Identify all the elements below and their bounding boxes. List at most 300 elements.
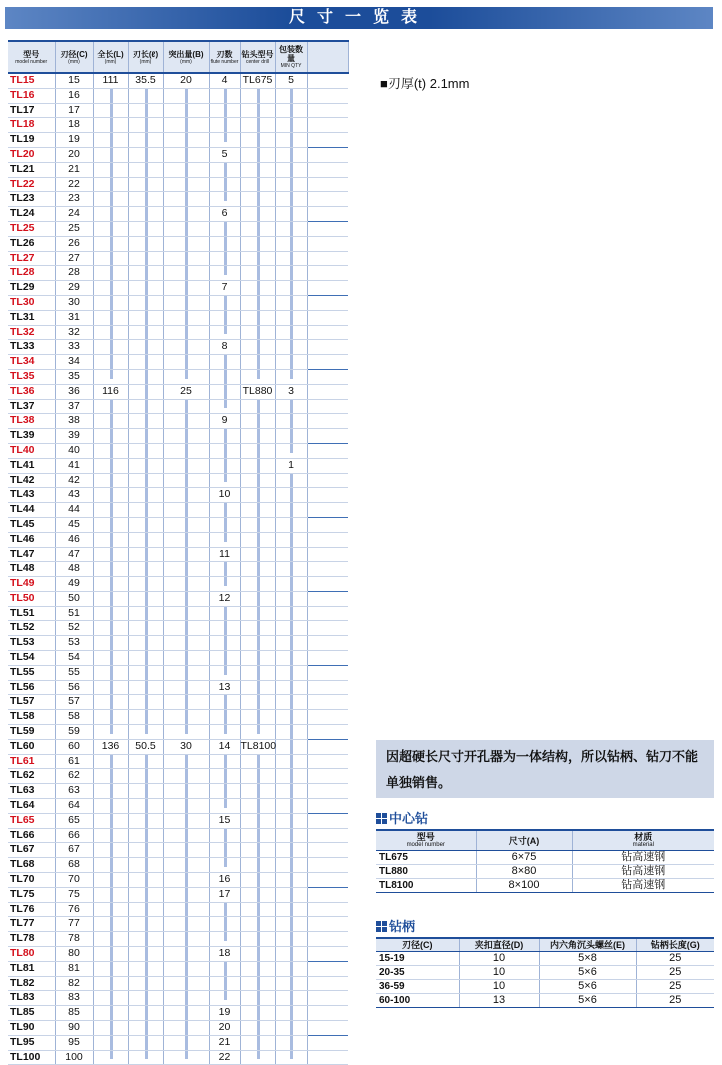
size-table-header-cell [128, 41, 163, 73]
flute-cell: 15 [209, 813, 240, 828]
L-cell [93, 192, 128, 207]
shank-cell: 5×6 [539, 980, 636, 994]
model-cell: TL28 [8, 266, 55, 281]
qty-cell [275, 399, 307, 414]
qty-cell [275, 503, 307, 518]
flute-cell [209, 799, 240, 814]
l-cell [128, 828, 163, 843]
table-row [8, 547, 348, 562]
drill-cell [240, 606, 275, 621]
B-cell [163, 310, 209, 325]
l-cell [128, 680, 163, 695]
L-cell [93, 695, 128, 710]
qty-cell [275, 295, 307, 310]
B-cell [163, 399, 209, 414]
blank-cell [307, 532, 348, 547]
flute-cell [209, 221, 240, 236]
size-table-body [8, 73, 348, 1065]
table-row [8, 1050, 348, 1065]
diameter-cell: 56 [55, 680, 93, 695]
L-cell [93, 429, 128, 444]
l-cell [128, 207, 163, 222]
blank-cell [307, 769, 348, 784]
blank-cell [307, 828, 348, 843]
drill-cell [240, 1035, 275, 1050]
diameter-cell: 57 [55, 695, 93, 710]
diameter-cell: 16 [55, 88, 93, 103]
qty-cell [275, 784, 307, 799]
table-row [376, 851, 714, 865]
l-cell [128, 754, 163, 769]
qty-cell [275, 976, 307, 991]
diameter-cell: 58 [55, 710, 93, 725]
l-cell [128, 710, 163, 725]
flute-cell [209, 606, 240, 621]
L-cell [93, 606, 128, 621]
table-row [8, 295, 348, 310]
flute-cell: 20 [209, 1021, 240, 1036]
table-row [8, 221, 348, 236]
qty-cell [275, 858, 307, 873]
shank-header-cell [636, 938, 714, 952]
B-cell [163, 799, 209, 814]
shank-cell: 10 [459, 980, 539, 994]
l-cell [128, 236, 163, 251]
drill-cell [240, 1006, 275, 1021]
shank-cell: 13 [459, 994, 539, 1008]
qty-cell [275, 281, 307, 296]
blank-cell [307, 236, 348, 251]
drill-cell [240, 991, 275, 1006]
l-cell [128, 547, 163, 562]
qty-cell [275, 1035, 307, 1050]
qty-cell [275, 266, 307, 281]
qty-cell [275, 207, 307, 222]
center-drill-cell: 钻高速钢 [572, 851, 714, 865]
center-drill-header-cell [376, 830, 476, 851]
diameter-cell: 24 [55, 207, 93, 222]
model-cell: TL90 [8, 1021, 55, 1036]
shank-cell: 15-19 [376, 952, 459, 966]
shank-cell: 5×8 [539, 952, 636, 966]
table-row [8, 1006, 348, 1021]
diameter-cell: 34 [55, 355, 93, 370]
l-cell [128, 961, 163, 976]
L-cell [93, 133, 128, 148]
blank-cell [307, 813, 348, 828]
qty-cell [275, 606, 307, 621]
qty-cell [275, 310, 307, 325]
diameter-cell: 54 [55, 651, 93, 666]
drill-cell [240, 177, 275, 192]
B-cell [163, 355, 209, 370]
model-cell: TL29 [8, 281, 55, 296]
flute-cell [209, 503, 240, 518]
L-cell [93, 532, 128, 547]
model-cell: TL50 [8, 591, 55, 606]
size-table-header-sublabel: MIN QTY [280, 63, 302, 69]
blank-cell [307, 577, 348, 592]
model-cell: TL65 [8, 813, 55, 828]
blank-cell [307, 754, 348, 769]
shank-cell: 5×6 [539, 994, 636, 1008]
L-cell [93, 754, 128, 769]
l-cell [128, 799, 163, 814]
table-row [8, 118, 348, 133]
L-cell [93, 118, 128, 133]
size-table-header-sublabel: flute number [210, 58, 239, 65]
B-cell [163, 769, 209, 784]
center-drill-header-sublabel: material [632, 842, 654, 848]
blank-cell [307, 843, 348, 858]
L-cell [93, 503, 128, 518]
l-cell [128, 1050, 163, 1065]
B-cell [163, 754, 209, 769]
center-drill-header-cell [572, 830, 714, 851]
l-cell [128, 399, 163, 414]
drill-cell [240, 1050, 275, 1065]
l-cell [128, 1021, 163, 1036]
L-cell [93, 902, 128, 917]
l-cell [128, 695, 163, 710]
diameter-cell: 21 [55, 162, 93, 177]
drill-cell [240, 221, 275, 236]
qty-cell [275, 873, 307, 888]
qty-cell: 3 [275, 384, 307, 399]
model-cell: TL70 [8, 873, 55, 888]
diameter-cell: 70 [55, 873, 93, 888]
L-cell [93, 873, 128, 888]
B-cell [163, 340, 209, 355]
diameter-cell: 67 [55, 843, 93, 858]
diameter-cell: 80 [55, 947, 93, 962]
blank-cell [307, 295, 348, 310]
diameter-cell: 39 [55, 429, 93, 444]
diameter-cell: 78 [55, 932, 93, 947]
section-square-icon [376, 921, 387, 932]
table-row [376, 879, 714, 893]
diameter-cell: 52 [55, 621, 93, 636]
table-row [8, 162, 348, 177]
B-cell: 20 [163, 73, 209, 88]
drill-cell [240, 473, 275, 488]
blank-cell [307, 517, 348, 532]
l-cell [128, 162, 163, 177]
table-row [8, 591, 348, 606]
drill-cell [240, 710, 275, 725]
B-cell [163, 251, 209, 266]
table-row [8, 325, 348, 340]
model-cell: TL19 [8, 133, 55, 148]
qty-cell [275, 695, 307, 710]
table-row [8, 562, 348, 577]
model-cell: TL16 [8, 88, 55, 103]
qty-cell [275, 162, 307, 177]
flute-cell [209, 621, 240, 636]
qty-cell [275, 680, 307, 695]
l-cell [128, 281, 163, 296]
L-cell [93, 325, 128, 340]
drill-cell [240, 621, 275, 636]
drill-cell [240, 103, 275, 118]
table-row [8, 873, 348, 888]
size-table-header-cell [93, 41, 128, 73]
table-row [8, 399, 348, 414]
flute-cell: 7 [209, 281, 240, 296]
l-cell: 50.5 [128, 739, 163, 754]
model-cell: TL21 [8, 162, 55, 177]
blank-cell [307, 591, 348, 606]
table-row [8, 991, 348, 1006]
center-drill-cell: 6×75 [476, 851, 572, 865]
L-cell [93, 473, 128, 488]
qty-cell [275, 325, 307, 340]
diameter-cell: 35 [55, 369, 93, 384]
B-cell [163, 858, 209, 873]
B-cell [163, 1006, 209, 1021]
l-cell [128, 103, 163, 118]
L-cell: 116 [93, 384, 128, 399]
B-cell [163, 443, 209, 458]
model-cell: TL75 [8, 887, 55, 902]
model-cell: TL64 [8, 799, 55, 814]
flute-cell [209, 162, 240, 177]
model-cell: TL32 [8, 325, 55, 340]
L-cell [93, 340, 128, 355]
L-cell [93, 1006, 128, 1021]
diameter-cell: 100 [55, 1050, 93, 1065]
size-table-header-label: 刃径(C) [60, 49, 88, 59]
table-row [8, 310, 348, 325]
table-row [8, 458, 348, 473]
B-cell [163, 710, 209, 725]
blank-cell [307, 369, 348, 384]
drill-cell [240, 1021, 275, 1036]
center-drill-title [376, 808, 428, 827]
L-cell [93, 147, 128, 162]
B-cell [163, 991, 209, 1006]
l-cell [128, 355, 163, 370]
B-cell [163, 725, 209, 740]
l-cell [128, 621, 163, 636]
qty-cell [275, 1006, 307, 1021]
drill-cell [240, 577, 275, 592]
diameter-cell: 63 [55, 784, 93, 799]
size-table-header-cell [240, 41, 275, 73]
diameter-cell: 33 [55, 340, 93, 355]
model-cell: TL59 [8, 725, 55, 740]
flute-cell [209, 443, 240, 458]
drill-cell [240, 902, 275, 917]
L-cell [93, 562, 128, 577]
drill-cell [240, 784, 275, 799]
L-cell [93, 399, 128, 414]
flute-cell [209, 295, 240, 310]
size-table-header-sublabel: (mm) [139, 58, 152, 65]
size-table-header-sublabel: (mm) [68, 58, 80, 65]
model-cell: TL95 [8, 1035, 55, 1050]
drill-cell [240, 340, 275, 355]
flute-cell [209, 636, 240, 651]
shank-header-label: 钻柄长度(G) [650, 940, 700, 950]
diameter-cell: 38 [55, 414, 93, 429]
L-cell [93, 843, 128, 858]
qty-cell [275, 251, 307, 266]
table-row [376, 865, 714, 879]
table-row [8, 73, 348, 88]
size-table-header-cell [163, 41, 209, 73]
model-cell: TL18 [8, 118, 55, 133]
diameter-cell: 49 [55, 577, 93, 592]
l-cell [128, 88, 163, 103]
l-cell [128, 651, 163, 666]
model-cell: TL48 [8, 562, 55, 577]
drill-cell [240, 562, 275, 577]
L-cell [93, 162, 128, 177]
blank-cell [307, 991, 348, 1006]
shank-cell: 36-59 [376, 980, 459, 994]
diameter-cell: 90 [55, 1021, 93, 1036]
blank-cell [307, 162, 348, 177]
blank-cell [307, 251, 348, 266]
flute-cell [209, 754, 240, 769]
l-cell [128, 917, 163, 932]
drill-cell [240, 917, 275, 932]
qty-cell [275, 725, 307, 740]
qty-cell [275, 887, 307, 902]
B-cell: 30 [163, 739, 209, 754]
model-cell: TL22 [8, 177, 55, 192]
table-row [8, 443, 348, 458]
size-table-header [8, 41, 348, 73]
l-cell [128, 266, 163, 281]
table-row [8, 147, 348, 162]
diameter-cell: 81 [55, 961, 93, 976]
table-row [376, 966, 714, 980]
drill-cell [240, 858, 275, 873]
drill-cell [240, 443, 275, 458]
diameter-cell: 50 [55, 591, 93, 606]
diameter-cell: 18 [55, 118, 93, 133]
size-table-header-label: 钻头型号 [241, 49, 274, 59]
L-cell [93, 236, 128, 251]
flute-cell [209, 429, 240, 444]
B-cell [163, 517, 209, 532]
B-cell [163, 236, 209, 251]
shank-header-cell [539, 938, 636, 952]
center-drill-cell: 钻高速钢 [572, 879, 714, 893]
shank-header-label: 刃径(C) [402, 940, 433, 950]
qty-cell [275, 621, 307, 636]
l-cell [128, 147, 163, 162]
qty-cell [275, 488, 307, 503]
flute-cell: 14 [209, 739, 240, 754]
diameter-cell: 47 [55, 547, 93, 562]
qty-cell [275, 355, 307, 370]
table-row [8, 843, 348, 858]
drill-cell [240, 133, 275, 148]
drill-cell [240, 947, 275, 962]
table-row [8, 739, 348, 754]
model-cell: TL58 [8, 710, 55, 725]
model-cell: TL44 [8, 503, 55, 518]
center-drill-cell: 8×100 [476, 879, 572, 893]
B-cell [163, 680, 209, 695]
table-row [8, 636, 348, 651]
L-cell [93, 443, 128, 458]
L-cell [93, 1035, 128, 1050]
diameter-cell: 43 [55, 488, 93, 503]
flute-cell: 5 [209, 147, 240, 162]
qty-cell [275, 429, 307, 444]
table-row [8, 961, 348, 976]
flute-cell [209, 103, 240, 118]
diameter-cell: 36 [55, 384, 93, 399]
table-row [8, 355, 348, 370]
diameter-cell: 41 [55, 458, 93, 473]
qty-cell [275, 591, 307, 606]
L-cell [93, 932, 128, 947]
table-row [8, 177, 348, 192]
B-cell [163, 606, 209, 621]
l-cell [128, 177, 163, 192]
B-cell [163, 221, 209, 236]
flute-cell [209, 769, 240, 784]
l-cell [128, 414, 163, 429]
diameter-cell: 60 [55, 739, 93, 754]
L-cell [93, 784, 128, 799]
L-cell [93, 947, 128, 962]
l-cell [128, 562, 163, 577]
center-drill-header-cell [476, 830, 572, 851]
qty-cell [275, 236, 307, 251]
L-cell [93, 177, 128, 192]
L-cell: 111 [93, 73, 128, 88]
l-cell [128, 813, 163, 828]
diameter-cell: 75 [55, 887, 93, 902]
qty-cell [275, 665, 307, 680]
l-cell [128, 947, 163, 962]
table-row [8, 517, 348, 532]
table-row [8, 917, 348, 932]
drill-cell [240, 651, 275, 666]
blank-cell [307, 636, 348, 651]
diameter-cell: 37 [55, 399, 93, 414]
model-cell: TL17 [8, 103, 55, 118]
flute-cell [209, 192, 240, 207]
model-cell: TL43 [8, 488, 55, 503]
l-cell [128, 932, 163, 947]
B-cell [163, 133, 209, 148]
table-row [8, 754, 348, 769]
shank-cell: 60-100 [376, 994, 459, 1008]
L-cell [93, 813, 128, 828]
table-row [8, 784, 348, 799]
flute-cell: 6 [209, 207, 240, 222]
model-cell: TL100 [8, 1050, 55, 1065]
B-cell [163, 902, 209, 917]
L-cell [93, 251, 128, 266]
flute-cell [209, 651, 240, 666]
table-row [8, 695, 348, 710]
B-cell [163, 266, 209, 281]
blank-cell [307, 562, 348, 577]
qty-cell [275, 991, 307, 1006]
flute-cell: 17 [209, 887, 240, 902]
L-cell [93, 207, 128, 222]
diameter-cell: 77 [55, 917, 93, 932]
blank-cell [307, 902, 348, 917]
